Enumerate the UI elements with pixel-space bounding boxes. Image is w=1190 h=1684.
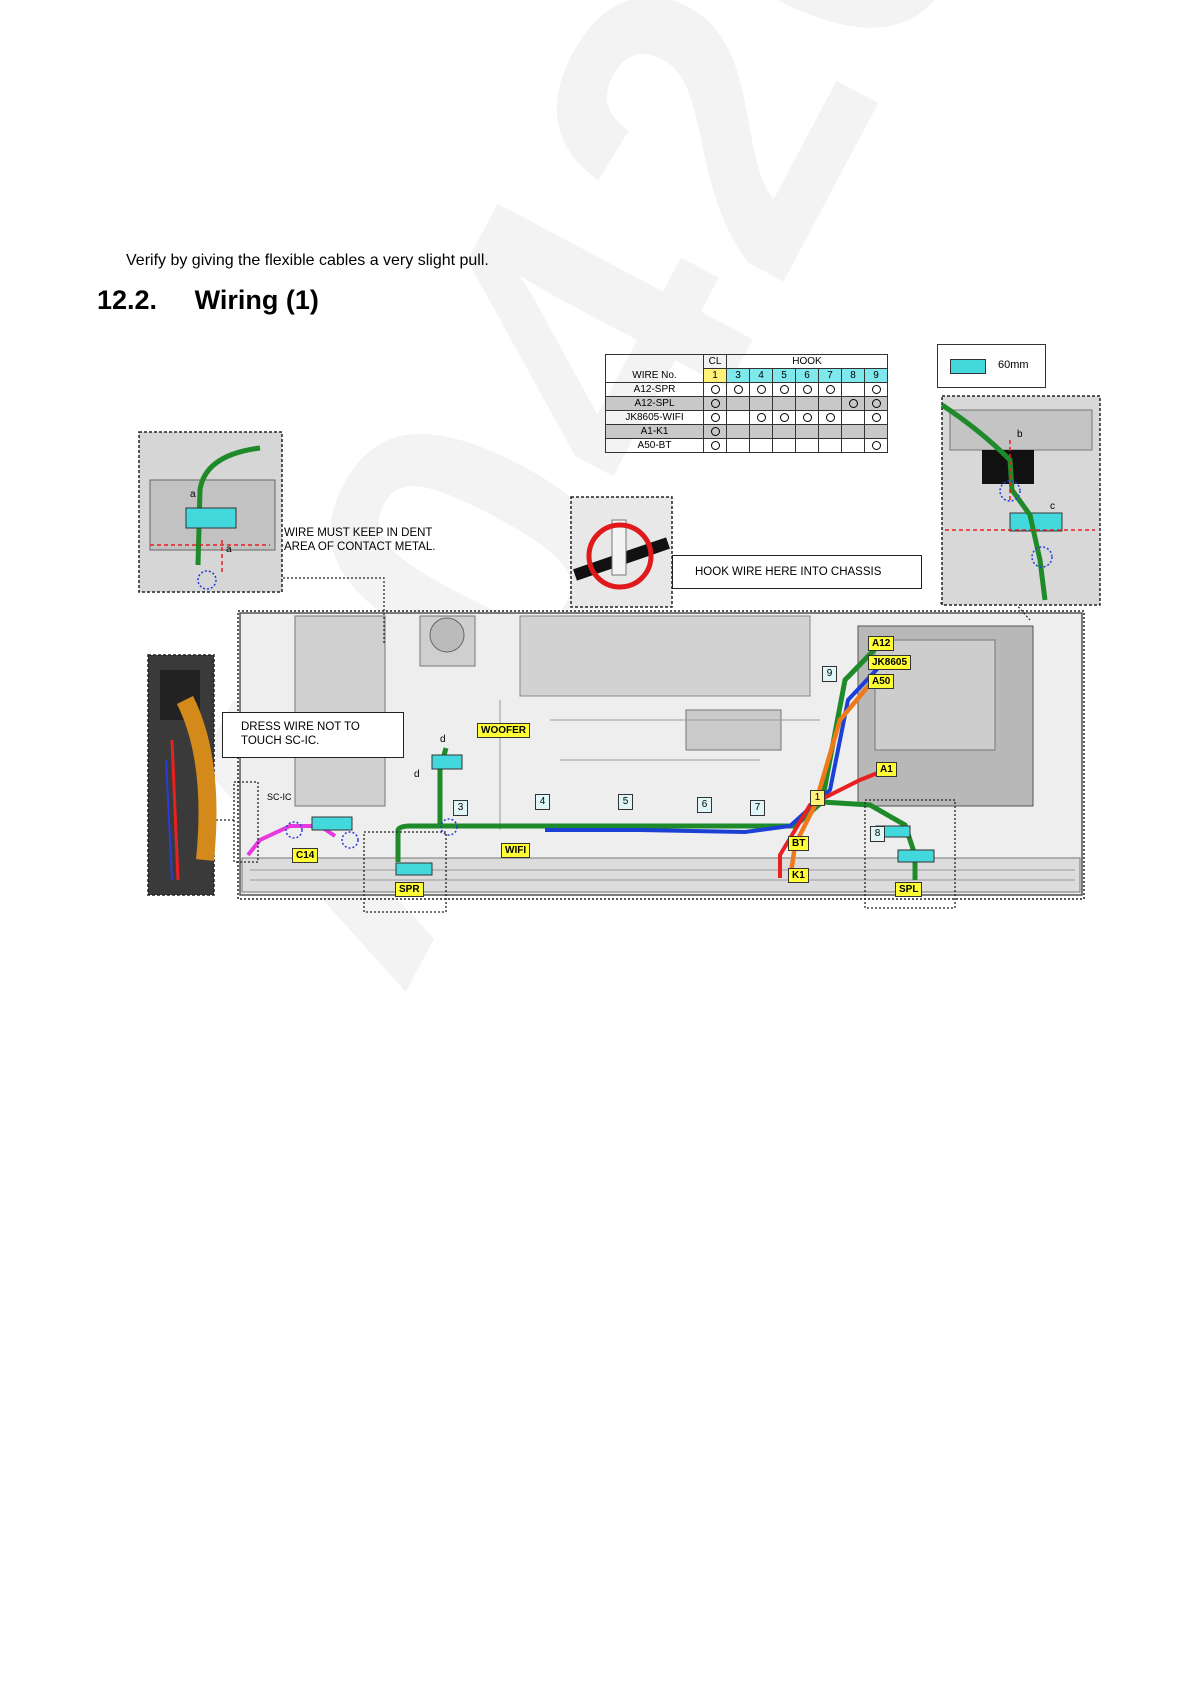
dim-label-a-lower: a (226, 544, 232, 555)
hook-cell (842, 411, 865, 425)
header-wire-no: WIRE No. (606, 355, 704, 383)
circle-mark-icon (780, 413, 789, 422)
hook-marker-6: 6 (697, 797, 712, 813)
callout-hook-box (672, 555, 922, 589)
hook-cell (704, 439, 727, 453)
tag-c14: C14 (292, 848, 318, 863)
tag-a12: A12 (868, 636, 894, 651)
hook-marker-8: 8 (870, 826, 885, 842)
circle-mark-icon (803, 413, 812, 422)
tape-legend-label: 60mm (998, 359, 1029, 371)
hook-cell (727, 411, 750, 425)
section-title: Wiring (1) (194, 285, 319, 315)
callout-dent-line2: AREA OF CONTACT METAL. (284, 541, 436, 553)
table-row (606, 397, 888, 411)
table-row (606, 425, 888, 439)
hook-cell (842, 439, 865, 453)
hook-marker-5: 5 (618, 794, 633, 810)
circle-mark-icon (872, 441, 881, 450)
circle-mark-icon (872, 385, 881, 394)
hook-marker-1: 1 (810, 790, 825, 806)
table-row (606, 439, 888, 453)
dim-label-b: b (1017, 429, 1023, 440)
hook-cell (865, 397, 888, 411)
col-header: 8 (842, 369, 865, 383)
woofer-cone (430, 618, 464, 652)
hook-cell (750, 397, 773, 411)
hook-marker-7: 7 (750, 800, 765, 816)
hook-cell (819, 411, 842, 425)
power-box (686, 710, 781, 750)
hook-cell (750, 425, 773, 439)
tape-spl-lower (898, 850, 934, 862)
callout-hook-text: HOOK WIRE HERE INTO CHASSIS (695, 566, 882, 578)
left-pcb (295, 616, 385, 806)
hook-cell (704, 411, 727, 425)
hook-cell (865, 411, 888, 425)
wire-hook-table (605, 354, 888, 453)
tag-spl: SPL (895, 882, 922, 897)
chassis-inner-panel (520, 616, 810, 696)
tape-spr (396, 863, 432, 875)
hook-cell (865, 425, 888, 439)
hook-marker-3: 3 (453, 800, 468, 816)
col-header: 1 (704, 369, 727, 383)
header-hook: HOOK (727, 355, 888, 369)
chassis-bottom-rail (242, 858, 1080, 892)
hook-cell (773, 397, 796, 411)
tape-sc-ic (312, 817, 352, 830)
hook-cell (727, 397, 750, 411)
wire-name-cell: JK8605-WIFI (606, 411, 704, 425)
dim-label-d: d (440, 734, 446, 745)
hook-cell (773, 411, 796, 425)
sc-ic-label: SC-IC (267, 792, 292, 802)
header-cl: CL (704, 355, 727, 369)
hook-cell (773, 439, 796, 453)
circle-mark-icon (711, 385, 720, 394)
hook-cell (796, 397, 819, 411)
table-row (606, 411, 888, 425)
circle-mark-icon (872, 399, 881, 408)
dim-label-c: c (1050, 501, 1055, 512)
hook-cell (704, 425, 727, 439)
tag-bt: BT (788, 836, 809, 851)
hook-cell (796, 383, 819, 397)
dim-label-a: a (190, 489, 196, 500)
circle-mark-icon (849, 399, 858, 408)
tape-woofer (432, 755, 462, 769)
circle-mark-icon (711, 441, 720, 450)
circle-mark-icon (780, 385, 789, 394)
circle-mark-icon (757, 385, 766, 394)
circle-mark-icon (711, 427, 720, 436)
tape-swatch (950, 359, 986, 374)
circle-mark-icon (826, 385, 835, 394)
wire-name-cell: A12-SPR (606, 383, 704, 397)
callout-dent (284, 526, 435, 554)
wire-name-cell: A12-SPL (606, 397, 704, 411)
hook-cell (796, 425, 819, 439)
hook-cell (704, 397, 727, 411)
hook-marker-9: 9 (822, 666, 837, 682)
hook-cell (842, 425, 865, 439)
circle-mark-icon (711, 399, 720, 408)
col-header: 9 (865, 369, 888, 383)
tape-legend (937, 344, 1046, 388)
circle-mark-icon (826, 413, 835, 422)
col-header: 5 (773, 369, 796, 383)
tag-k1: K1 (788, 868, 809, 883)
hook-cell (819, 383, 842, 397)
circle-mark-icon (803, 385, 812, 394)
circle-mark-icon (734, 385, 743, 394)
hook-cell (819, 425, 842, 439)
tag-spr: SPR (395, 882, 424, 897)
hook-cell (727, 383, 750, 397)
tag-a50: A50 (868, 674, 894, 689)
hook-cell (842, 397, 865, 411)
hook-cell (819, 439, 842, 453)
hook-cell (750, 439, 773, 453)
hook-cell (704, 383, 727, 397)
dim-label-d-lower: d (414, 769, 420, 780)
tag-a1: A1 (876, 762, 897, 777)
hook-cell (727, 439, 750, 453)
hook-cell (796, 411, 819, 425)
hook-cell (865, 383, 888, 397)
hook-cell (819, 397, 842, 411)
hook-cell (727, 425, 750, 439)
hook-cell (842, 383, 865, 397)
hook-cell (750, 383, 773, 397)
hook-cell (796, 439, 819, 453)
col-header: 3 (727, 369, 750, 383)
detail-photo-left (148, 655, 214, 895)
wire-name-cell: A50-BT (606, 439, 704, 453)
col-header: 4 (750, 369, 773, 383)
table-row (606, 383, 888, 397)
hook-cell (773, 425, 796, 439)
callout-dress-line1: DRESS WIRE NOT TO (241, 721, 360, 733)
callout-dress-box (222, 712, 404, 758)
hook-marker-4: 4 (535, 794, 550, 810)
circle-mark-icon (872, 413, 881, 422)
intro-text: Verify by giving the flexible cables a very slight pull. (126, 252, 489, 269)
tag-jk8605: JK8605 (868, 655, 911, 670)
col-header: 7 (819, 369, 842, 383)
detail-left (139, 432, 282, 592)
callout-dent-line1: WIRE MUST KEEP IN DENT (284, 527, 433, 539)
hook-cell (750, 411, 773, 425)
tag-woofer: WOOFER (477, 723, 530, 738)
hook-cell (773, 383, 796, 397)
tag-wifi: WIFI (501, 843, 530, 858)
circle-mark-icon (757, 413, 766, 422)
wire-name-cell: A1-K1 (606, 425, 704, 439)
circle-mark-icon (711, 413, 720, 422)
detail-hook (571, 497, 672, 607)
callout-dress-line2: TOUCH SC-IC. (241, 735, 320, 747)
col-header: 6 (796, 369, 819, 383)
hook-cell (865, 439, 888, 453)
section-number: 12.2. (97, 285, 158, 315)
